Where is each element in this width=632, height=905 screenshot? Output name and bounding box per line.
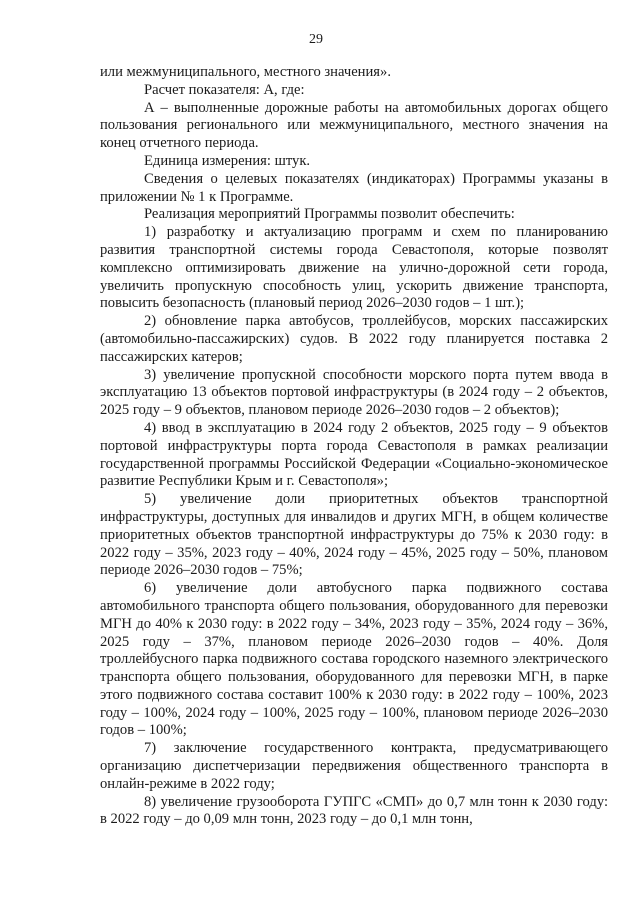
paragraph: 2) обновление парка автобусов, троллейбусов, морских пассажирских (автомобильно-пассажирских) судов. В 2022 году планируется поставка 2 пассажирских катеров; xyxy=(100,313,608,365)
paragraph: 6) увеличение доли автобусного парка подвижного состава автомобильного транспорта общего пользования, оборудованного для перевозки МГН до 40% к 2030 году: в 2022 году – 34%, 2023 году – 35%, 2024 году – 36%, 2025 году – 37%, плановом периоде 2026–2030 годов – 40%. Доля троллейбусного парка подвижного состава городского наземного электрического транспорта общего пользования, оборудованного для перевозки МГН, в парке этого подвижного состава составит 100% к 2030 году: в 2022 году – 100%, 2023 году – 100%, 2024 году – 100%, 2025 году – 100%, плановом периоде 2026–2030 годов – 100%; xyxy=(100,580,608,739)
paragraph: или межмуниципального, местного значения». xyxy=(100,64,391,80)
paragraph: Сведения о целевых показателях (индикаторах) Программы указаны в приложении № 1 к Программе. xyxy=(100,170,608,205)
document-body xyxy=(100,64,608,829)
paragraph: Единица измерения: штук. xyxy=(144,152,311,169)
paragraph: 8) увеличение грузооборота ГУПГС «СМП» до 0,7 млн тонн к 2030 году: в 2022 году – до 0,09 млн тонн, 2023 году – до 0,1 млн тонн, xyxy=(100,793,608,828)
paragraph: Расчет показателя: А, где: xyxy=(144,81,305,98)
page-number: 29 xyxy=(309,32,323,47)
paragraph: 5) увеличение доли приоритетных объектов транспортной инфраструктуры, доступных для инвалидов и других МГН, в общем количестве приоритетных объектов транспортной инфраструктуры до 75% к 2030 году: в 2022 году – 35%, 2023 году – 40%, 2024 году – 45%, 2025 году – 50%, плановом периоде 2026–2030 годов – 75%; xyxy=(100,491,608,579)
paragraph: 3) увеличение пропускной способности морского порта путем ввода в эксплуатацию 13 объектов портовой инфраструктуры (в 2024 году – 2 объектов, 2025 году – 9 объектов, плановом периоде 2026–2030 годов – 2 объектов); xyxy=(100,366,608,419)
paragraph: 7) заключение государственного контракта, предусматривающего организацию диспетчеризации передвижения общественного транспорта в онлайн-режиме в 2022 году; xyxy=(100,740,608,792)
paragraph: А – выполненные дорожные работы на автомобильных дорогах общего пользования регионального или межмуниципального, местного значения на конец отчетного периода. xyxy=(100,99,608,152)
paragraph: Реализация мероприятий Программы позволит обеспечить: xyxy=(144,206,515,223)
paragraph: 4) ввод в эксплуатацию в 2024 году 2 объектов, 2025 году – 9 объектов портовой инфраструктуры порта города Севастополя в рамках реализации государственной программы Российской Федерации «Социально-экономическое развитие Республики Крым и г. Севастополя»; xyxy=(100,419,608,490)
paragraph: 1) разработку и актуализацию программ и схем по планированию развития транспортной системы города Севастополя, которые позволят комплексно оптимизировать движение на улично-дорожной сети города, увеличить пропускную способность улиц, ускорить движение транспорта, повысить безопасность (плановый период 2026–2030 годов – 1 шт.); xyxy=(100,224,608,312)
